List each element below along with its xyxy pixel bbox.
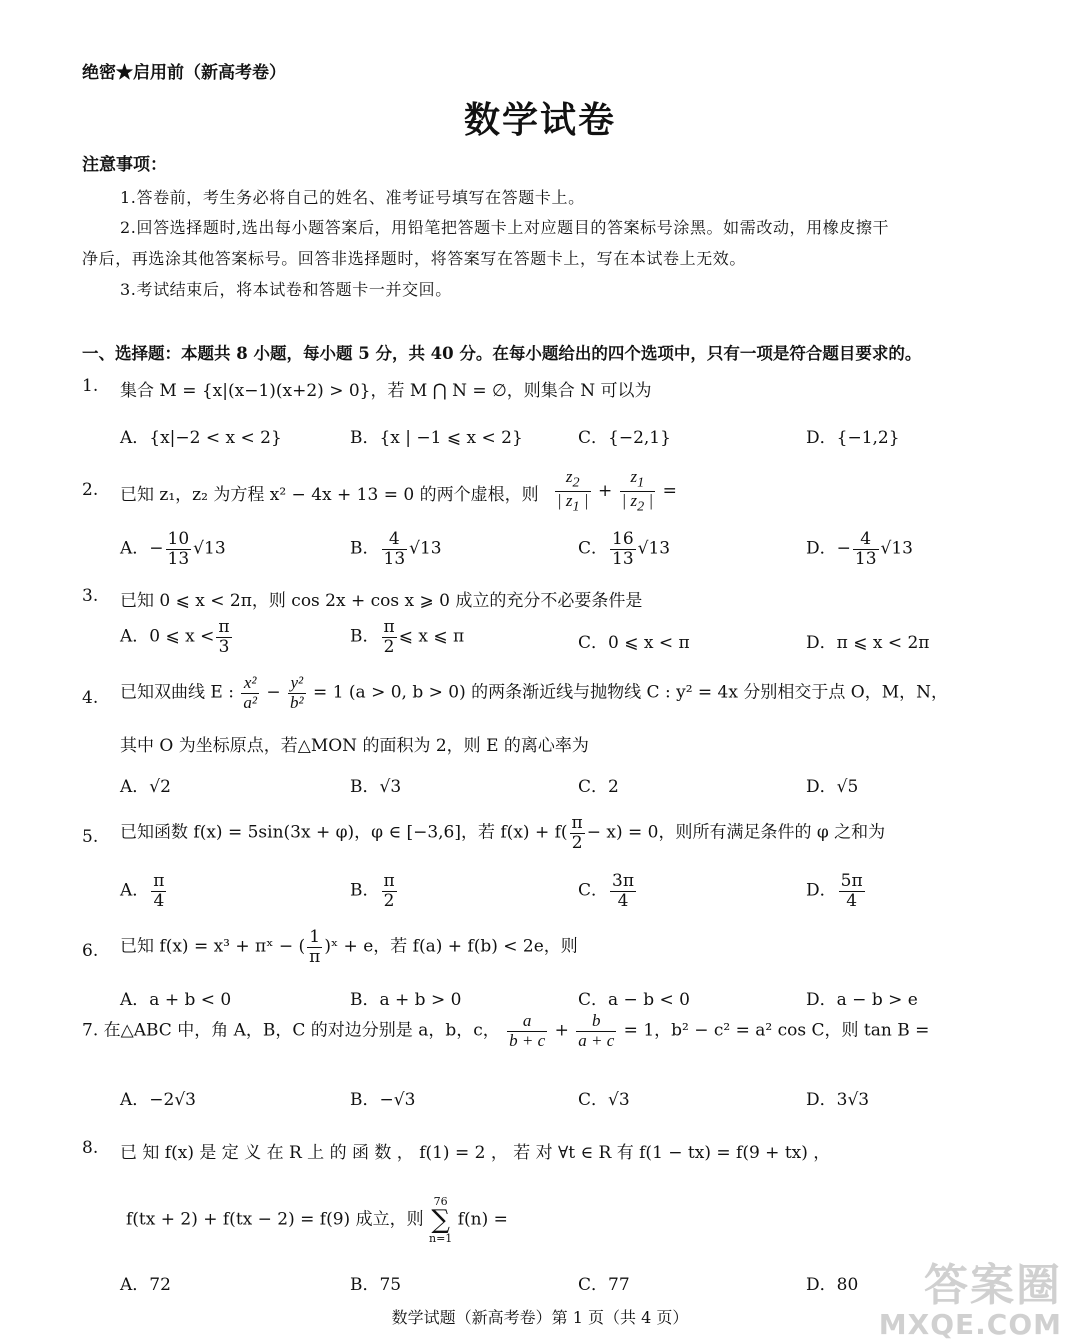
watermark-logo <box>878 1260 1062 1341</box>
option-b: B． $\frac{\pi}{2}$ ⩽ x ⩽ π <box>350 617 465 657</box>
question-text-2: 其中 O 为坐标原点，若△MON 的面积为 2，则 E 的离心率为 <box>120 736 589 756</box>
notice-heading: 注意事项： <box>82 155 167 175</box>
option-d: D．√5 <box>806 777 859 797</box>
option-a: A．− $\frac{10}{13}$ √13 <box>120 529 226 569</box>
option-d: D．π ⩽ x < 2π <box>806 633 930 653</box>
section-heading: 一、选择题：本题共 8 小题，每小题 5 分，共 40 分。在每小题给出的四个选项中，只有一项是符合题目要求的。 <box>82 344 922 363</box>
question-text: 7. 在△ABC 中，角 A，B，C 的对边分别是 a，b，c， $\frac{a}{b + c}$ + $\frac{b}{a + c}$ = 1，b² − c² = a² cos C，则 tan B = <box>82 1011 930 1050</box>
notice-line-1: 1.答卷前，考生务必将自己的姓名、准考证号填写在答题卡上。 <box>120 188 585 207</box>
option-a: A． $\frac{\pi}{4}$ <box>120 871 165 911</box>
option-c: C． $\frac{16}{13}$ √13 <box>578 529 671 569</box>
question-number: 2. <box>82 480 99 500</box>
notice-line-2b: 净后，再选涂其他答案标号。回答非选择题时，将答案写在答题卡上，写在本试卷上无效。 <box>82 249 747 268</box>
watermark-title: 答案圈 <box>924 1260 1062 1312</box>
option-d: D．− $\frac{4}{13}$ √13 <box>806 529 913 569</box>
option-b: B．√3 <box>350 777 402 797</box>
option-d: D． $\frac{5\pi}{4}$ <box>806 871 863 911</box>
option-c: C．2 <box>578 777 619 797</box>
option-a: A．0 ⩽ x < $\frac{\pi}{3}$ <box>120 617 230 657</box>
notice-line-3: 3.考试结束后，将本试卷和答题卡一并交回。 <box>120 280 452 299</box>
option-c: C．0 ⩽ x < π <box>578 633 690 653</box>
question-number: 3. <box>82 586 99 606</box>
option-c: C．{−2,1} <box>578 428 671 448</box>
option-a: A．72 <box>120 1275 171 1295</box>
question-number: 6. <box>82 941 99 961</box>
option-b: B． $\frac{4}{13}$ √13 <box>350 529 442 569</box>
formula: $\frac{z_2}{| z_1 |}$ + $\frac{z_1}{| z_2 |}$ = <box>557 467 677 515</box>
option-c: C． $\frac{3\pi}{4}$ <box>578 871 635 911</box>
question-text: 已知函数 f(x) = 5sin(3x + φ)，φ ∈ [−3,6]，若 f(x) + f( $\frac{\pi}{2}$ − x) = 0，则所有满足条件的 φ 之和为 <box>120 813 886 853</box>
question-text: 已知双曲线 E : $\frac{\text{x²}}{\text{a²}}$ − $\frac{\text{y²}}{\text{b²}}$ = 1 (a > 0, b > 0) 的两条渐近线与抛物线 C : y² = 4x 分别相交于点 O，M，N， <box>120 673 948 712</box>
watermark-site: MXQE.COM <box>878 1307 1062 1341</box>
notice-line-2a: 2.回答选择题时,选出每小题答案后，用铅笔把答题卡上对应题目的答案标号涂黑。如需改动，用橡皮擦干 <box>120 218 890 237</box>
page-footer: 数学试题（新高考卷）第 1 页（共 4 页） <box>391 1308 689 1327</box>
option-a: A．{x|−2 < x < 2} <box>120 428 282 448</box>
option-d: D．3√3 <box>806 1090 870 1110</box>
option-d: D．a − b > e <box>806 990 918 1010</box>
question-text: 已知 z₁，z₂ 为方程 x² − 4x + 13 = 0 的两个虚根，则 <box>120 485 539 505</box>
option-d: D．80 <box>806 1275 859 1295</box>
question-text: 集合 M = {x|(x−1)(x+2) > 0}，若 M ⋂ N = ∅，则集合 N 可以为 <box>120 381 652 401</box>
question-text: 已 知 f(x) 是 定 义 在 R 上 的 函 数 ， f(1) = 2 ， 若 对 ∀t ∈ R 有 f(1 − tx) = f(9 + tx) ， <box>120 1143 831 1163</box>
option-a: A．a + b < 0 <box>120 990 232 1010</box>
option-b: B．{x | −1 ⩽ x < 2} <box>350 428 523 448</box>
question-number: 5. <box>82 827 99 847</box>
option-b: B．75 <box>350 1275 402 1295</box>
question-text-2: f(tx + 2) + f(tx − 2) = f(9) 成立，则 76 ∑ n=1 f(n) = <box>126 1195 508 1245</box>
option-c: C．a − b < 0 <box>578 990 690 1010</box>
confidential-label: 绝密★启用前（新高考卷） <box>82 63 286 83</box>
option-d: D．{−1,2} <box>806 428 900 448</box>
option-a: A．−2√3 <box>120 1090 196 1110</box>
question-number: 4. <box>82 688 99 708</box>
option-a: A．√2 <box>120 777 171 797</box>
page-title: 数学试卷 <box>463 99 616 141</box>
option-c: C．√3 <box>578 1090 630 1110</box>
option-c: C．77 <box>578 1275 630 1295</box>
question-number: 1. <box>82 376 99 396</box>
question-text: 已知 0 ⩽ x < 2π，则 cos 2x + cos x ⩾ 0 成立的充分不必要条件是 <box>120 591 643 611</box>
option-b: B．−√3 <box>350 1090 416 1110</box>
question-text: 已知 f(x) = x³ + πˣ − ( $\frac{1}{\pi}$ )ˣ + e，若 f(a) + f(b) < 2e，则 <box>120 927 578 967</box>
option-b: B．a + b > 0 <box>350 990 462 1010</box>
question-number: 8. <box>82 1138 99 1158</box>
option-b: B． $\frac{\pi}{2}$ <box>350 871 395 911</box>
